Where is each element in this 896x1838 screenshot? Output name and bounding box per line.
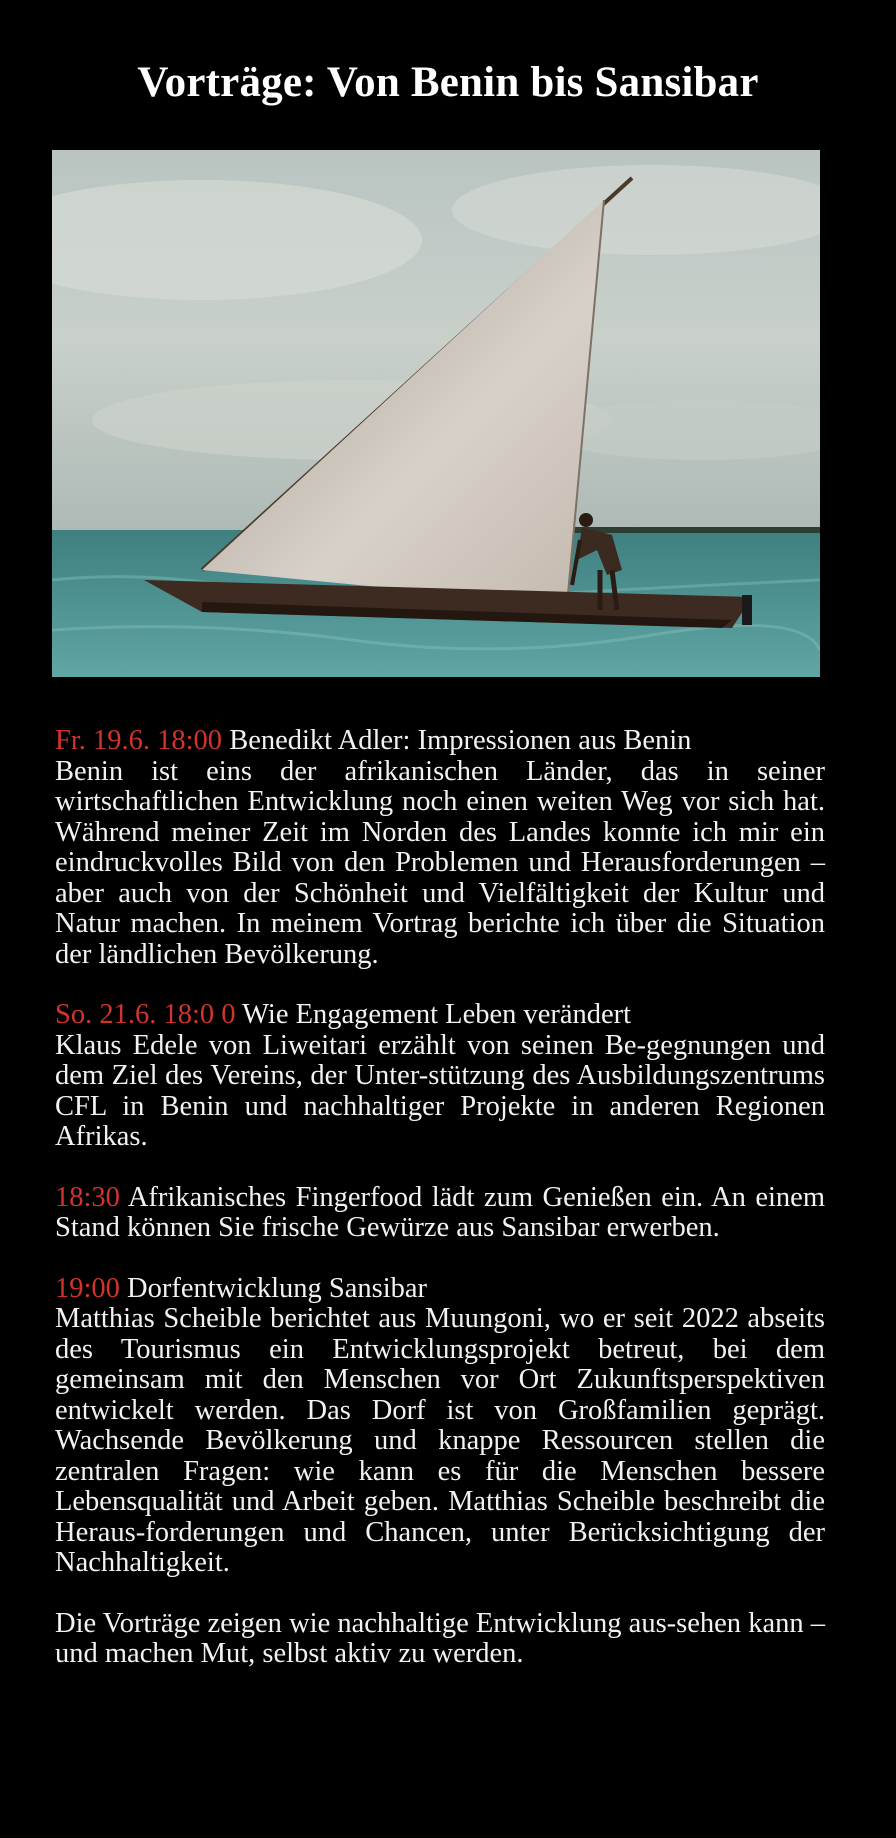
closing-text-block (55, 1609, 825, 1670)
sailboat-photo (52, 150, 820, 677)
event-time: 18:30 (55, 1181, 120, 1213)
event-list (55, 726, 825, 1700)
event-description: Klaus Edele von Liweitari erzählt von seinen Be-gegnungen und dem Ziel des Vereins, der Unter-stützung des Ausbildungszentrums CFL in Benin und nachhaltiger Projekte in anderen Regionen Afrikas. (55, 1029, 825, 1152)
event-fingerfood (55, 1183, 825, 1244)
event-time: So. 21.6. 18:0 0 (55, 999, 236, 1030)
event-title: Benedikt Adler: Impressionen aus Benin (222, 725, 692, 756)
sailboat-image (52, 150, 820, 677)
event-heading (55, 1274, 825, 1305)
event-time: Fr. 19.6. 18:00 (55, 725, 223, 756)
event-description: Benin ist eins der afrikanischen Länder, das in seiner wirtschaftlichen Entwicklung noch einen weiten Weg vor sich hat. Während meiner Zeit im Norden des Landes konnte ich mir ein eindruckvolles Bild von den Problemen und Herausforderungen – aber auch von der Schönheit und Vielfältigkeit der Kultur und Natur machen. In meinem Vortrag berichte ich über die Situation der ländlichen Bevölkerung. (55, 755, 825, 970)
event-title: Dorfentwicklung Sansibar (119, 1272, 428, 1304)
event-engagement (55, 1000, 825, 1153)
event-heading (55, 726, 825, 757)
event-time: 19:00 (55, 1272, 120, 1304)
event-title: Wie Engagement Leben verändert (235, 999, 632, 1030)
event-benin (55, 726, 825, 970)
page-title: Vorträge: Von Benin bis Sansibar (137, 59, 759, 106)
event-title: Afrikanisches Fingerfood lädt zum Genießen ein. An einem Stand können Sie frische Gewürze aus Sansibar erwerben. (55, 1181, 825, 1243)
event-heading (55, 1183, 825, 1244)
event-heading (55, 1000, 825, 1031)
event-sansibar (55, 1274, 825, 1579)
event-description: Matthias Scheible berichtet aus Muungoni, wo er seit 2022 abseits des Tourismus ein Entwicklungsprojekt betreut, bei dem gemeinsam mit den Menschen vor Ort Zukunftsperspektiven entwickelt werden. Das Dorf ist von Großfamilien geprägt. Wachsende Bevölkerung und knappe Ressourcen stellen die zentralen Fragen: wie kann es für die Menschen bessere Lebensqualität und Arbeit geben. Matthias Scheible beschreibt die Heraus-forderungen und Chancen, unter Berücksichtigung der Nachhaltigkeit. (55, 1303, 825, 1578)
closing-text: Die Vorträge zeigen wie nachhaltige Entwicklung aus-sehen kann – und machen Mut, selbst aktiv zu werden. (55, 1607, 825, 1669)
